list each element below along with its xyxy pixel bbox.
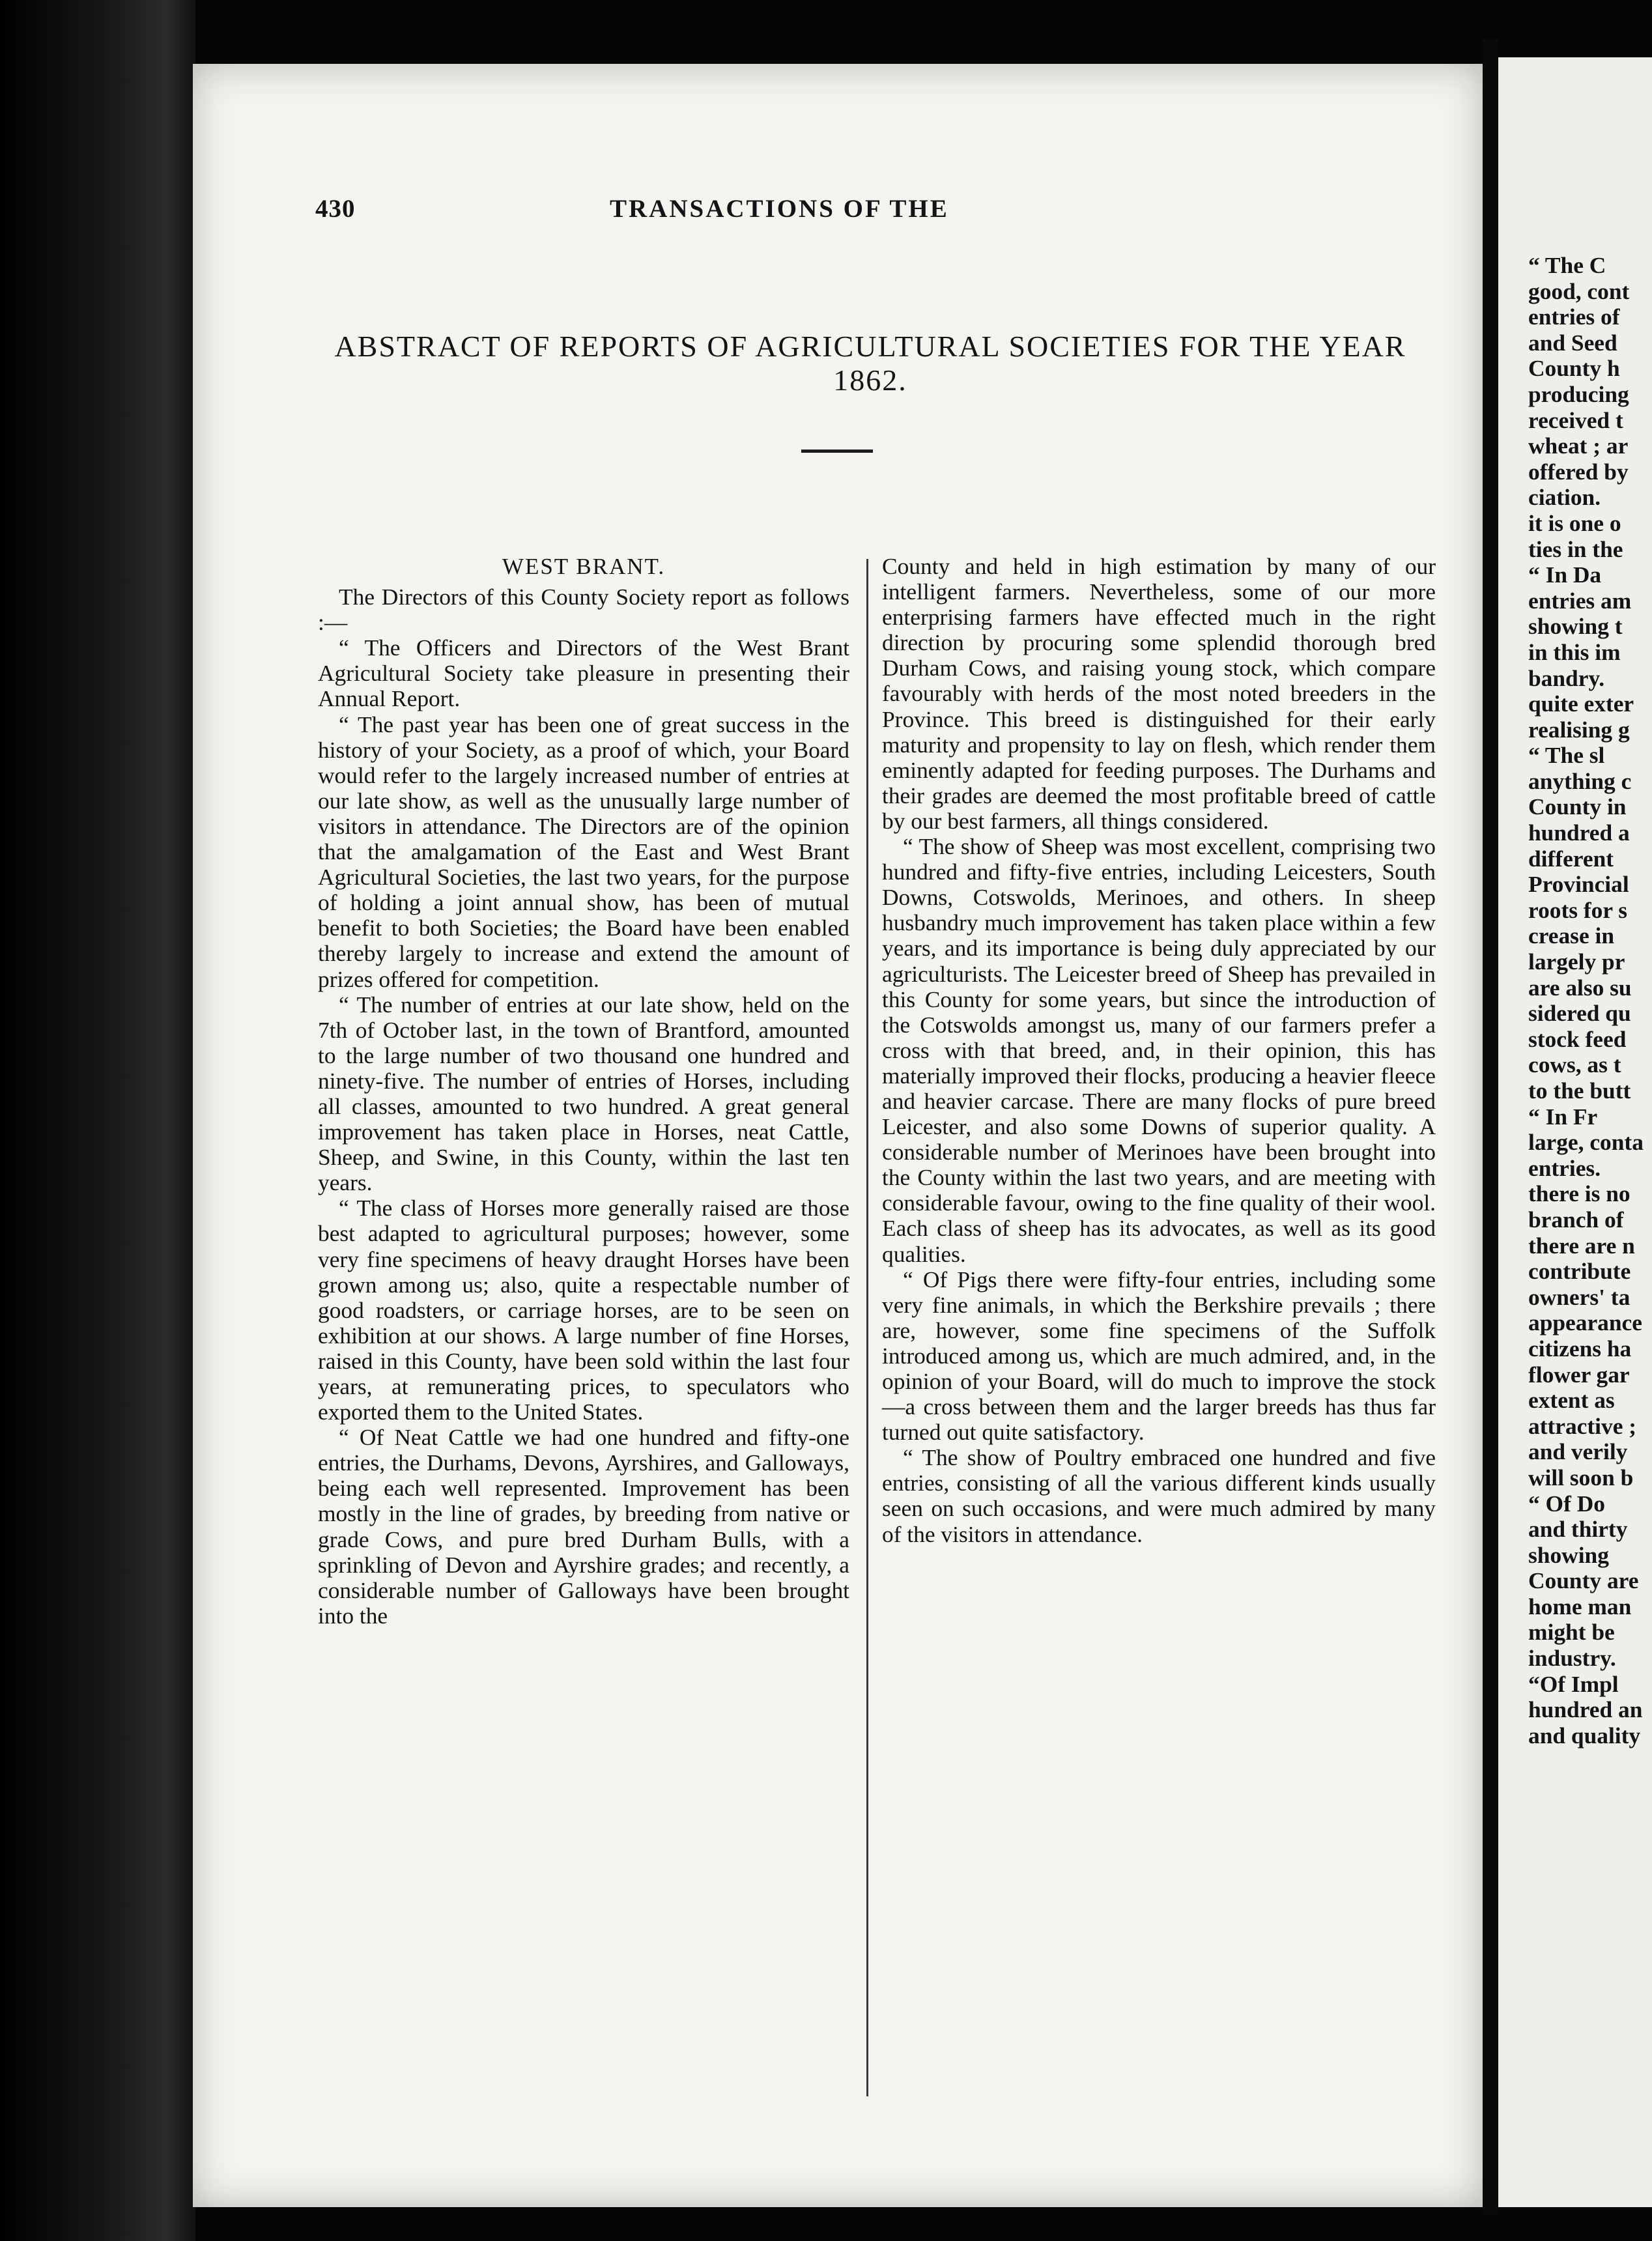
facing-page-line: ciation. xyxy=(1528,484,1601,511)
facing-page-line: County are xyxy=(1528,1567,1639,1594)
facing-page-line: wheat ; ar xyxy=(1528,433,1629,459)
page-gutter xyxy=(1483,39,1498,2215)
facing-page-line: producing xyxy=(1528,380,1629,407)
facing-page-line: and quality xyxy=(1528,1722,1641,1749)
facing-page-line: and verily xyxy=(1528,1438,1628,1465)
facing-page-line: home man xyxy=(1528,1593,1632,1620)
facing-page-line: stock feed xyxy=(1528,1025,1627,1052)
facing-page-line: are also su xyxy=(1528,974,1632,1001)
facing-page-line: “ The sl xyxy=(1528,742,1605,769)
facing-page-line: bandry. xyxy=(1528,664,1605,691)
running-head xyxy=(193,194,1483,233)
facing-page-line: anything c xyxy=(1528,767,1632,794)
facing-page-line: County h xyxy=(1528,355,1620,382)
facing-page-line: largely pr xyxy=(1528,949,1625,975)
facing-page-line: there is no xyxy=(1528,1180,1631,1207)
facing-page-line: offered by xyxy=(1528,458,1629,485)
facing-page-line: showing xyxy=(1528,1541,1609,1568)
facing-page-line: flower gar xyxy=(1528,1361,1630,1388)
facing-page-line: cows, as t xyxy=(1528,1051,1621,1078)
paragraph: “ Of Neat Cattle we had one hundred and fifty-one entries, the Durhams, Devons, Ayrshires, and Galloways, being each well represented. Improvement has been mostly in the line of grades, by breeding from native or grade Cows, and pure bred Durham Bulls, with a sprinkling of Devon and Ayrshire grades; and recently, a considerable number of Galloways have been brought into the xyxy=(318,1424,849,1629)
facing-page-line: received t xyxy=(1528,407,1623,433)
facing-page-line: to the butt xyxy=(1528,1078,1631,1104)
paragraph: “ The class of Horses more generally raised are those best adapted to agricultural purposes; however, some very fine specimens of heavy draught Horses have been grown among us; also, quite a respectable number of good roadsters, or carriage horses, are to be seen on exhibition at our shows. A large number of fine Horses, raised in this County, have been sold within the last four years, at remunerating prices, to speculators who exported them to the United States. xyxy=(318,1195,849,1425)
left-column xyxy=(318,554,849,1629)
book-edge-shadow xyxy=(0,0,195,2241)
column-divider xyxy=(866,559,868,2096)
book-page xyxy=(193,64,1483,2207)
running-title: TRANSACTIONS OF THE xyxy=(610,195,949,223)
facing-page-line: realising g xyxy=(1528,716,1630,743)
paragraph: “ The past year has been one of great success in the history of your Society, as a proof of which, your Board would refer to the largely increased number of entries at our late show, as well as the unusually large number of visitors in attendance. The Directors are of the opinion that the amalgamation of the East and West Brant Agricultural Societies, the last two years, for the purpose of holding a joint annual show, has been of mutual benefit to both Societies; the Board have been enabled thereby largely to increase and extend the amount of prizes offered for competition. xyxy=(318,711,849,992)
facing-page-line: hundred an xyxy=(1528,1696,1643,1723)
paragraph: “ The show of Poultry embraced one hundred and five entries, consisting of all the various different kinds usually seen on such occasions, and were much admired by many of the visitors in attendance. xyxy=(882,1444,1436,1547)
facing-page-line: quite exter xyxy=(1528,691,1634,717)
facing-page-line: industry. xyxy=(1528,1645,1616,1672)
paragraph: “ The number of entries at our late show, held on the 7th of October last, in the town of Brantford, amounted to the large number of two thousand one hundred and ninety-five. The number of entries of Horses, including all classes, amounted to two hundred. A great general improvement has taken place in Horses, neat Cattle, Sheep, and Swine, in this County, within the last ten years. xyxy=(318,991,849,1196)
facing-page-line: entries am xyxy=(1528,587,1632,614)
facing-page-line: will soon b xyxy=(1528,1464,1634,1491)
facing-page-lines xyxy=(1528,253,1652,1749)
facing-page-line: “ In Fr xyxy=(1528,1103,1598,1130)
facing-page-line: entries of xyxy=(1528,304,1620,330)
facing-page-line: “ The C xyxy=(1528,252,1606,278)
facing-page-line: crease in xyxy=(1528,922,1615,949)
paragraph: “ Of Pigs there were fifty-four entries, including some very fine animals, in which the Berkshire prevails ; there are, however, some fine specimens of the Suffolk introduced among us, which are much admired, and, in the opinion of your Board, will do much to improve the stock—a cross between them and the larger breeds has thus far turned out quite satisfactory. xyxy=(882,1266,1436,1446)
facing-page-line: might be xyxy=(1528,1619,1615,1646)
page-number: 430 xyxy=(315,195,356,223)
paragraph: “ The Officers and Directors of the West Brant Agricultural Society take pleasure in presenting their Annual Report. xyxy=(318,635,849,712)
facing-page-line: different xyxy=(1528,845,1614,872)
right-column xyxy=(882,554,1436,1547)
facing-page-line: large, conta xyxy=(1528,1129,1644,1156)
facing-page-line: ties in the xyxy=(1528,535,1623,562)
paragraph: County and held in high estimation by many of our intelligent farmers. Nevertheless, some of our more enterprising farmers have effected much in the right direction by procuring some splendid thorough bred Durham Cows, and raising young stock, which compare favourably with herds of the most noted breeders in the Province. This breed is distinguished for their early maturity and propensity to lay on flesh, which render them eminently adapted for feeding purposes. The Durhams and their grades are deemed the most profitable breed of cattle by our best farmers, all things considered. xyxy=(882,553,1436,834)
title-rule xyxy=(801,450,873,453)
facing-page-line: and thirty xyxy=(1528,1516,1628,1543)
paragraph: “ The show of Sheep was most excellent, comprising two hundred and fifty-five entries, including Leicesters, South Downs, Cotswolds, Merinoes, and others. In sheep husbandry much improvement has taken place within a few years, and its importance is being duly appreciated by our agriculturists. The Leicester breed of Sheep has prevailed in this County for some years, but since the introduction of the Cotswolds amongst us, many of our farmers prefer a cross with that breed, and, in their opinion, this has materially improved their flocks, producing a heavier fleece and heavier carcase. There are many flocks of pure breed Leicester, and also some Downs of superior quality. A considerable number of Merinoes have been brought into the County within the last two years, and are meeting with considerable favour, owing to the fine quality of their wool. Each class of sheep has its advocates, as well as its good qualities. xyxy=(882,833,1436,1267)
facing-page-line: sidered qu xyxy=(1528,1000,1631,1027)
facing-page-line: roots for s xyxy=(1528,896,1628,923)
facing-page-line: owners' ta xyxy=(1528,1283,1631,1310)
facing-page-fragment xyxy=(1498,57,1652,2207)
section-heading: WEST BRANT. xyxy=(502,554,666,579)
facing-page-line: entries. xyxy=(1528,1154,1601,1181)
facing-page-line: branch of xyxy=(1528,1206,1624,1233)
facing-page-line: County in xyxy=(1528,793,1627,820)
facing-page-line: hundred a xyxy=(1528,820,1630,846)
facing-page-line: contribute xyxy=(1528,1258,1631,1285)
facing-page-line: attractive ; xyxy=(1528,1412,1637,1439)
facing-page-line: “Of Impl xyxy=(1528,1670,1619,1697)
article-title: ABSTRACT OF REPORTS OF AGRICULTURAL SOCIETIES FOR THE YEAR 1862. xyxy=(334,330,1406,397)
facing-page-line: and Seed xyxy=(1528,329,1617,356)
facing-page-line: citizens ha xyxy=(1528,1335,1632,1362)
facing-page-line: appearance xyxy=(1528,1309,1642,1336)
facing-page-line: in this im xyxy=(1528,638,1621,665)
facing-page-line: Provincial xyxy=(1528,871,1629,898)
facing-page-line: “ Of Do xyxy=(1528,1490,1605,1517)
facing-page-line: extent as xyxy=(1528,1387,1615,1414)
facing-page-line: showing t xyxy=(1528,613,1623,640)
facing-page-line: there are n xyxy=(1528,1232,1635,1259)
facing-page-line: good, cont xyxy=(1528,278,1630,304)
facing-page-line: “ In Da xyxy=(1528,562,1602,588)
facing-page-line: it is one o xyxy=(1528,509,1621,536)
paragraph: The Directors of this County Society report as follows :— xyxy=(318,584,849,636)
